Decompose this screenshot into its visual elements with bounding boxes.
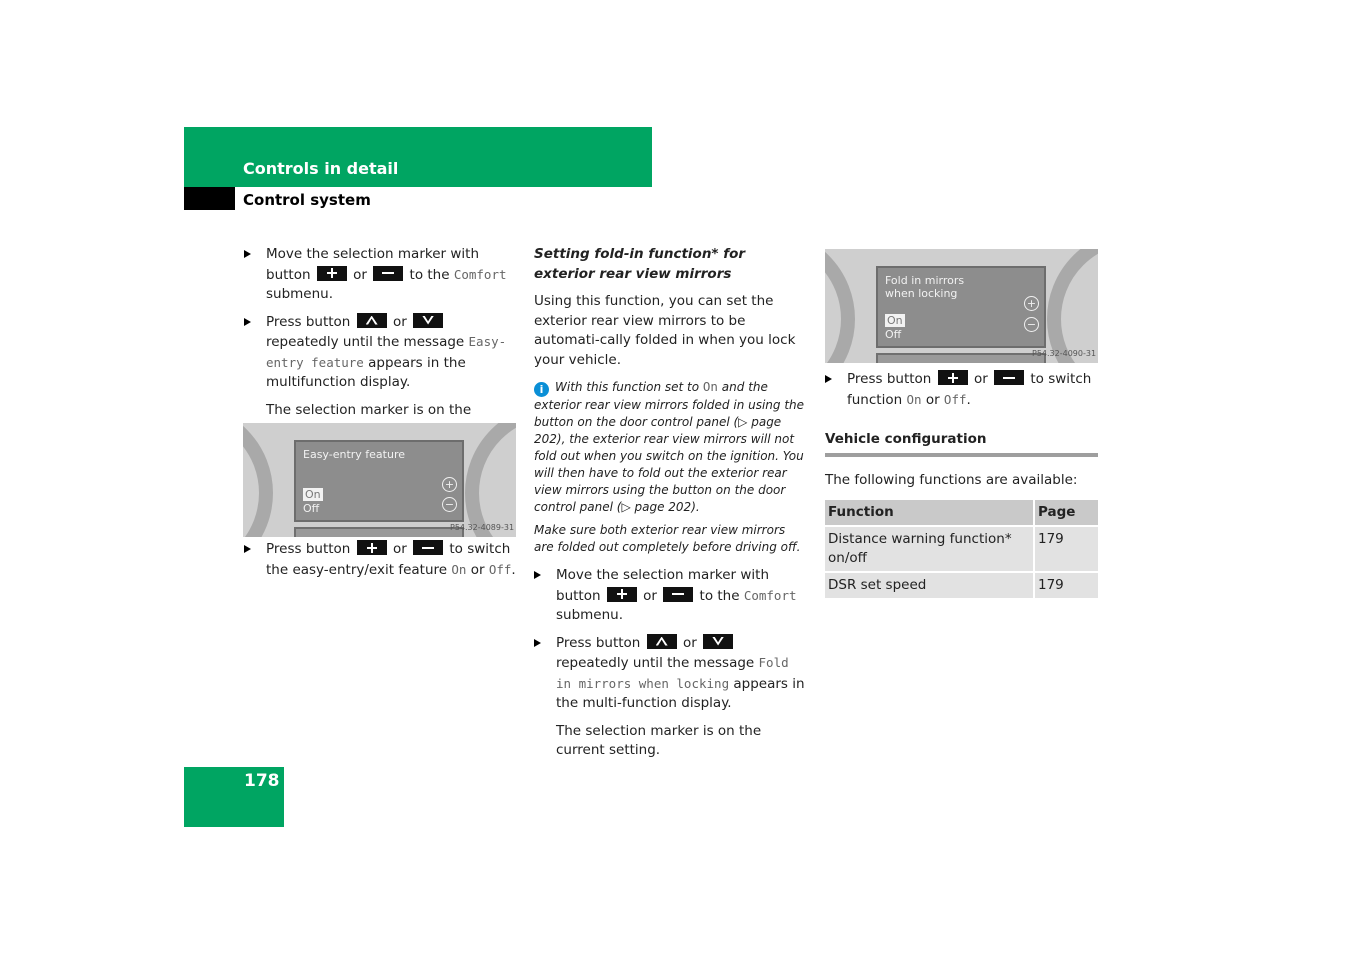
instruction-step: Press button or repeatedly until the message Fold in mirrors when locking appears in the multi-function display. [534, 634, 808, 714]
minus-button-icon [413, 540, 443, 555]
display-title: when locking [885, 287, 958, 300]
up-button-icon [647, 634, 677, 649]
image-reference: P54.32-4090-31 [1032, 349, 1097, 358]
table-cell-function: Distance warning function* on/off [825, 526, 1034, 572]
display-title: Easy-entry feature [303, 448, 406, 461]
multifunction-display-image [825, 249, 1098, 363]
table-row [825, 572, 1098, 598]
table-cell-page: 179 [1034, 572, 1098, 598]
multifunction-display-image [243, 423, 516, 537]
value-on: On [451, 561, 467, 577]
instruction-step: Press button or to switch the easy-entry/exit feature On or Off. [244, 540, 519, 580]
note-text: The selection marker is on the current setting. [556, 722, 762, 758]
column-1 [244, 245, 519, 440]
value-off: Off [943, 391, 967, 407]
display-option-off: Off [885, 328, 902, 341]
bullet-arrow-icon [825, 375, 832, 383]
table-header-page: Page [1034, 500, 1098, 526]
value-off: Off [488, 561, 512, 577]
section-heading: Setting fold-in function* for exterior rear view mirrors [534, 246, 745, 282]
table-header-function: Function [825, 500, 1034, 526]
value-on: On [906, 391, 922, 407]
instrument-gauge [825, 249, 855, 363]
plus-circle-icon: + [1024, 296, 1039, 311]
column-3 [825, 370, 1098, 598]
heading-rule [825, 453, 1098, 457]
display-screen [294, 440, 464, 522]
display-message: Easy-entry feature [266, 334, 507, 370]
subsection-title: Control system [243, 191, 371, 209]
display-lower-panel [294, 527, 464, 537]
warning-note: Make sure both exterior rear view mirrors are folded out completely before driving off. [534, 523, 801, 554]
display-option-off: Off [303, 502, 320, 515]
instrument-gauge [465, 423, 516, 537]
instrument-gauge [1047, 249, 1098, 363]
subsection-marker [184, 187, 235, 210]
image-reference: P54.32-4089-31 [450, 523, 515, 532]
vehicle-config-intro: The following functions are available: [825, 471, 1078, 488]
down-button-icon [703, 634, 733, 649]
bullet-arrow-icon [534, 639, 541, 647]
plus-button-icon [317, 266, 347, 281]
down-button-icon [413, 313, 443, 328]
plus-circle-icon: + [442, 477, 457, 492]
minus-button-icon [663, 587, 693, 602]
display-option-on: On [305, 488, 321, 501]
plus-button-icon [607, 587, 637, 602]
header-band [184, 127, 652, 187]
instrument-gauge [243, 423, 273, 537]
vehicle-config-heading: Vehicle configuration [825, 431, 987, 447]
value-on: On [702, 379, 718, 394]
instruction-step: Press button or to switch function On or Off. [825, 370, 1098, 410]
up-button-icon [357, 313, 387, 328]
instruction-step: Press button or repeatedly until the message Easy-entry feature appears in the multifunction display. [244, 313, 519, 393]
bullet-arrow-icon [534, 571, 541, 579]
display-option-on: On [887, 314, 903, 327]
functions-table [825, 500, 1098, 598]
table-cell-function: DSR set speed [825, 572, 1034, 598]
instruction-step: Move the selection marker with button or to the Comfort submenu. [534, 566, 808, 626]
intro-text: Using this function, you can set the exterior rear view mirrors to be automati-cally folded in when you lock your vehicle. [534, 293, 796, 368]
table-cell-page: 179 [1034, 526, 1098, 572]
menu-name: Comfort [453, 266, 507, 282]
note-text: The selection marker is on the [266, 401, 472, 418]
column-2 [534, 245, 808, 761]
minus-circle-icon: − [1024, 317, 1039, 332]
bullet-arrow-icon [244, 318, 251, 326]
instruction-step: Move the selection marker with button or to the Comfort submenu. [244, 245, 519, 305]
minus-circle-icon: − [442, 497, 457, 512]
column-1-bottom [244, 540, 519, 588]
display-lower-panel [876, 353, 1046, 363]
info-icon: i [534, 382, 549, 397]
bullet-arrow-icon [244, 545, 251, 553]
section-title: Controls in detail [243, 159, 399, 178]
minus-button-icon [373, 266, 403, 281]
page-number: 178 [244, 771, 280, 791]
table-row [825, 526, 1098, 572]
minus-button-icon [994, 370, 1024, 385]
plus-button-icon [357, 540, 387, 555]
info-note: i With this function set to On and the exterior rear view mirrors folded in using the button on the door control panel (▷ page 202), the exterior rear view mirrors will not fold out when you switch on the ignition. You will then have to fold out the exterior rear view mirrors using the button on the door control panel (▷ page 202). [534, 379, 805, 514]
bullet-arrow-icon [244, 250, 251, 258]
display-screen [876, 266, 1046, 348]
display-message: Fold in mirrors when locking [556, 655, 789, 691]
display-title: Fold in mirrors [885, 274, 965, 287]
plus-button-icon [938, 370, 968, 385]
menu-name: Comfort [743, 587, 797, 603]
